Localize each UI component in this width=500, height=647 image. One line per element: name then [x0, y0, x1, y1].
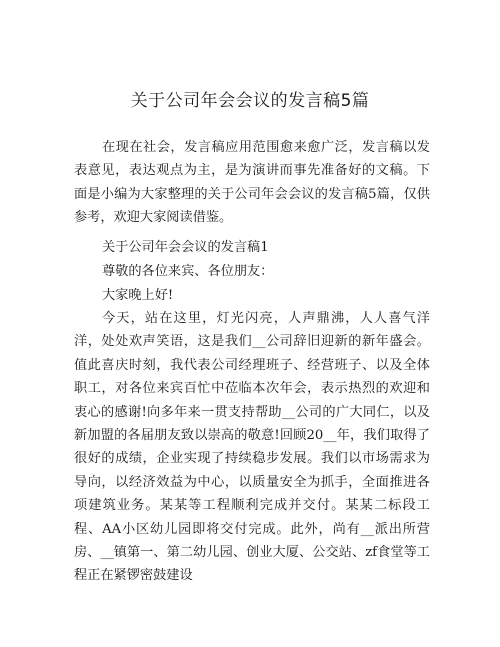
- intro-paragraph: 在现在社会，发言稿应用范围愈来愈广泛，发言稿以发表意见，表达观点为主，是为演讲而事先准备好的文稿。下面是小编为大家整理的关于公司年会会议的发言稿5篇，仅供参考，欢迎大家阅读借鉴。: [74, 140, 430, 226]
- speech-subtitle-block: [74, 236, 430, 259]
- greeting-line-1: 尊敬的各位来宾、各位朋友：: [102, 264, 274, 279]
- greeting-block-2: [74, 284, 430, 307]
- intro-paragraph-block: [74, 136, 430, 230]
- main-paragraph: 今天，站在这里，灯光闪亮，人声鼎沸，人人喜气洋洋，处处欢声笑语，这是我们__公司辞旧迎新的新年盛会。值此喜庆时刻，我代表公司经理班子、经营班子、以及全体职工，对各位来宾百忙中莅临本次年会，表示热烈的欢迎和衷心的感谢!向多年来一贯支持帮助__公司的广大同仁，以及新加盟的各届朋友致以崇高的敬意!回顾20__年，我们取得了很好的成绩，企业实现了持续稳步发展。我们以市场需求为导向，以经济效益为中心，以质量安全为抓手，全面推进各项建筑业务。某某等工程顺利完成并交付。某某二标段工程、AA小区幼儿园即将交付完成。此外，尚有__派出所营房、__镇第一、第二幼儿园、创业大厦、公交站、zf食堂等工程正在紧锣密鼓建设: [74, 311, 430, 584]
- main-paragraph-block: [74, 307, 430, 588]
- document-title: 关于公司年会会议的发言稿5篇: [130, 91, 370, 111]
- greeting-block-1: [74, 260, 430, 283]
- speech-subtitle: 关于公司年会会议的发言稿1: [102, 240, 269, 255]
- greeting-line-2: 大家晚上好!: [102, 288, 174, 303]
